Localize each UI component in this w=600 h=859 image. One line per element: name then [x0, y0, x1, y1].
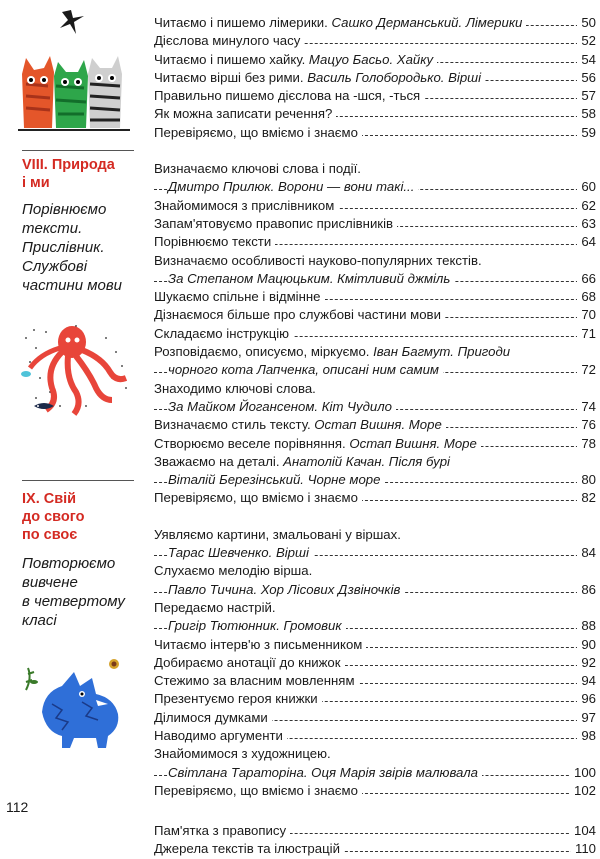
toc-entry-topic: Перевіряємо, що вмiємо і знаємо [154, 124, 358, 140]
toc-entry-topic: Дізнаємося більше про службові частини мови [154, 307, 441, 323]
toc-entry-title [154, 782, 362, 800]
toc-entry-topic: Добираємо анотації до книжок [154, 654, 341, 670]
toc-entry [154, 69, 598, 87]
toc-entry [154, 233, 598, 251]
toc-entry-page: 102 [570, 782, 596, 800]
toc-entry [154, 489, 598, 507]
toc-entry [154, 124, 598, 142]
toc-entry-page: 86 [577, 581, 596, 599]
toc-entry-topic: Стежимо за власним мовленням [154, 673, 355, 689]
section-9-title-line3: по своє [22, 527, 78, 543]
section-8-sub-line: Прислівник. [22, 239, 105, 256]
toc-spacer [154, 142, 598, 160]
toc-entry-topic: Читаємо інтерв'ю з письменником [154, 636, 363, 652]
toc-entry-author-work: Сашко Дерманський. Лімерики [331, 15, 523, 30]
toc-entry-page: 71 [577, 325, 596, 343]
toc-entry-author-work: Остап Вишня. Море [349, 435, 477, 451]
toc-entry-title [154, 709, 272, 727]
toc-entry-topic: Запам'ятовуємо правопис прислівників [154, 215, 394, 231]
toc-entry-title [154, 526, 405, 544]
toc-entry-page: 78 [577, 435, 596, 453]
toc-entry [154, 840, 598, 858]
section-9-title-line1: IX. Свій [22, 491, 77, 507]
toc-entry-topic: Дієслова минулого часу [154, 33, 301, 49]
toc-entry-author-work: Тарас Шевченко. Вірші [168, 545, 309, 561]
section-9-subtitle [22, 554, 125, 630]
toc-entry-page: 100 [570, 764, 596, 782]
toc-entry-page: 104 [570, 822, 596, 840]
toc-entry-title [154, 822, 290, 840]
toc-entry-title [154, 32, 304, 50]
toc-entry-topic: Читаємо вірші без рими. [154, 69, 308, 85]
toc-entry-topic: Визначаємо стиль тексту. [154, 417, 315, 433]
toc-entry-author-work: чорного кота Лапченка, описані ним самим [168, 362, 439, 378]
toc-entry-author-work: Григір Тютюнник. Громовик [168, 618, 342, 634]
section-9-sub-line: в четвертому [22, 593, 125, 610]
toc-entry-topic: Як можна записати речення? [154, 106, 333, 122]
toc-entry-title [168, 581, 404, 599]
toc-entry-author-work: Мацуо Басьо. Хайку [308, 51, 434, 67]
toc-entry-page: 50 [577, 14, 596, 32]
toc-entry-title [154, 124, 362, 142]
toc-entry [154, 822, 598, 840]
toc-entry-topic: Наводимо аргументи [154, 727, 283, 743]
toc-entry-title [154, 416, 446, 434]
toc-entry-author-work: За Степаном Мацюцьким. Кмітливий джміль [168, 270, 451, 286]
toc-entry-author-work: За Майком Йогансеном. Кіт Чудило [168, 398, 392, 414]
toc-entry-title [168, 361, 443, 379]
toc-entry-page: 62 [577, 197, 596, 215]
toc-entry-author-work: Дмитро Прилюк. Ворони — вони такі... [168, 179, 415, 195]
toc-entry-topic: Правильно пишемо дієслова на -шся, -ться [154, 88, 421, 104]
section-8-title [22, 156, 115, 192]
toc-entry-author-work: Анатолій Качан. Після бурі [283, 453, 450, 469]
toc-entry [154, 727, 598, 745]
toc-entry-title [168, 764, 482, 782]
toc-entry-title [168, 178, 418, 196]
toc-entry-page: 88 [577, 617, 596, 635]
toc-entry-topic: Порівнюємо тексти [154, 234, 272, 250]
section-8-sub-line: Порівнюємо [22, 201, 107, 218]
left-column [0, 0, 150, 824]
toc-entry-page: 94 [577, 672, 596, 690]
toc-entry-topic: Перевіряємо, що вміємо і знаємо [154, 782, 358, 798]
toc-entry-topic: Складаємо інструкцію [154, 325, 290, 341]
toc-entry-title [154, 745, 335, 763]
toc-entry-page: 58 [577, 105, 596, 123]
table-of-contents [154, 14, 598, 859]
toc-entry-topic: Знайомимося з художницею. [154, 746, 331, 762]
section-8-sub-line: частини мови [22, 277, 123, 294]
toc-spacer [154, 508, 598, 526]
toc-entry-topic: Пам'ятка з правопису [154, 823, 287, 839]
toc-entry [154, 764, 598, 782]
toc-entry [154, 51, 598, 69]
section-9-sub-line: класі [22, 612, 57, 629]
section-8-title-line2: і ми [22, 175, 50, 191]
section-8-sub-line: тексти. [22, 220, 83, 237]
toc-group-a [154, 14, 598, 142]
toc-entry-title [154, 87, 424, 105]
toc-group-d [154, 822, 598, 859]
section-divider [22, 150, 134, 151]
toc-entry-title [154, 435, 481, 453]
toc-entry-title [154, 489, 362, 507]
toc-entry [154, 398, 598, 416]
toc-entry [154, 197, 598, 215]
toc-entry-page: 76 [577, 416, 596, 434]
toc-entry-topic: Презентуємо героя книжки [154, 691, 318, 707]
toc-entry-topic: Знайомимося з прислівником [154, 197, 335, 213]
toc-entry [154, 343, 598, 361]
toc-entry-title [154, 252, 486, 270]
toc-entry [154, 14, 598, 32]
section-9-sub-line: Повторюємо [22, 555, 116, 572]
toc-entry-title [154, 288, 325, 306]
toc-entry-page: 72 [577, 361, 596, 379]
toc-entry-title [154, 51, 437, 69]
toc-entry-title [154, 727, 287, 745]
toc-entry-title [154, 636, 366, 654]
toc-entry [154, 87, 598, 105]
toc-entry [154, 361, 598, 379]
toc-entry-topic: Шукаємо спільне і відмінне [154, 289, 321, 305]
toc-entry-title [154, 343, 514, 361]
toc-entry-author-work: Павло Тичина. Хор Лісових Дзвіночків [168, 581, 401, 597]
toc-entry [154, 435, 598, 453]
toc-entry-page: 70 [577, 306, 596, 324]
toc-entry-title [168, 544, 313, 562]
page-number: 112 [6, 799, 29, 815]
toc-entry-topic: Визначаємо ключові слова і події. [154, 161, 361, 177]
toc-entry-page: 64 [577, 233, 596, 251]
blue-wolf-illustration [22, 652, 134, 752]
toc-entry [154, 380, 598, 398]
toc-entry-title [154, 233, 275, 251]
toc-entry-topic: Визначаємо особливості науково-популярних текстів. [154, 252, 482, 268]
toc-entry [154, 32, 598, 50]
toc-entry-author-work: Віталій Березінський. Чорне море [168, 472, 381, 488]
toc-entry-page: 110 [571, 840, 596, 858]
toc-entry-title [154, 599, 280, 617]
toc-entry-topic: Перевіряємо, що вміємо і знаємо [154, 490, 358, 506]
toc-entry-page: 54 [577, 51, 596, 69]
three-cats-illustration [18, 44, 130, 136]
toc-entry [154, 709, 598, 727]
toc-entry-topic: Передаємо настрій. [154, 599, 276, 615]
toc-entry [154, 745, 598, 763]
toc-entry-topic: Джерела текстів та ілюстрацій [154, 841, 340, 857]
bird-icon [56, 8, 86, 36]
toc-entry [154, 178, 598, 196]
toc-group-b [154, 160, 598, 508]
toc-entry-title [154, 672, 359, 690]
toc-entry-page: 82 [577, 489, 596, 507]
section-9-title [22, 490, 84, 544]
section-divider [22, 480, 134, 481]
toc-entry [154, 617, 598, 635]
toc-entry-title [168, 270, 454, 288]
section-9-sub-line: вивчене [22, 574, 78, 591]
toc-entry-title [154, 69, 485, 87]
toc-entry [154, 526, 598, 544]
toc-entry [154, 288, 598, 306]
toc-entry [154, 654, 598, 672]
toc-entry-topic: Слухаємо мелодію вірша. [154, 563, 313, 579]
toc-spacer [154, 800, 598, 822]
toc-entry-author-work: Остап Вишня. Море [314, 417, 442, 433]
toc-entry [154, 252, 598, 270]
section-8-sub-line: Службові [22, 258, 88, 275]
toc-entry-page: 60 [577, 178, 596, 196]
toc-entry [154, 105, 598, 123]
toc-entry [154, 599, 598, 617]
toc-entry [154, 690, 598, 708]
toc-entry-topic: Читаємо і пишемо лімерики. [154, 15, 332, 30]
toc-entry [154, 160, 598, 178]
toc-entry [154, 306, 598, 324]
toc-entry [154, 562, 598, 580]
toc-entry-title [154, 562, 316, 580]
toc-entry-title [154, 380, 320, 398]
toc-entry-topic: Створюємо веселе порівняння. [154, 435, 350, 451]
toc-entry-page: 90 [577, 636, 596, 654]
toc-entry [154, 544, 598, 562]
toc-entry-topic: Читаємо і пишемо хайку. [154, 51, 309, 67]
toc-entry-page: 66 [577, 270, 596, 288]
toc-entry-title [154, 197, 338, 215]
toc-entry-title [154, 160, 365, 178]
section-8-title-line1: VIII. Природа [22, 157, 115, 173]
section-9-title-line2: до свого [22, 509, 85, 525]
toc-entry-title [154, 14, 526, 32]
toc-entry-page: 68 [577, 288, 596, 306]
toc-entry [154, 416, 598, 434]
toc-entry-page: 80 [577, 471, 596, 489]
toc-entry [154, 325, 598, 343]
toc-entry-page: 57 [577, 87, 596, 105]
toc-entry-author-work: Василь Голобородько. Вірші [307, 69, 482, 85]
toc-entry-title [154, 325, 293, 343]
toc-entry-title [168, 398, 396, 416]
toc-entry-page: 96 [577, 690, 596, 708]
toc-entry-page: 52 [577, 32, 596, 50]
toc-entry [154, 453, 598, 471]
toc-entry-topic: Ділимося думками [154, 709, 268, 725]
toc-entry-title [168, 617, 346, 635]
toc-entry [154, 672, 598, 690]
toc-entry-title [154, 453, 454, 471]
toc-entry [154, 636, 598, 654]
toc-entry-page: 92 [577, 654, 596, 672]
toc-entry [154, 581, 598, 599]
toc-entry-title [154, 306, 445, 324]
toc-entry-title [154, 840, 344, 858]
toc-entry-title [154, 215, 397, 233]
toc-entry-page: 97 [577, 709, 596, 727]
toc-entry-topic: Знаходимо ключові слова. [154, 380, 316, 396]
toc-entry-page: 59 [577, 124, 596, 142]
toc-entry-topic: Зважаємо на деталі. [154, 453, 284, 469]
toc-entry-topic: Розповідаємо, описуємо, міркуємо. [154, 344, 374, 360]
toc-entry [154, 782, 598, 800]
toc-entry-title [154, 690, 322, 708]
toc-entry-author-work: Світлана Тараторіна. Оця Марія звірів малювала [168, 764, 479, 780]
toc-entry [154, 270, 598, 288]
toc-entry-title [154, 654, 345, 672]
toc-entry-topic: Уявляємо картини, змальовані у віршах. [154, 526, 401, 542]
toc-group-c [154, 526, 598, 800]
toc-entry-page: 74 [577, 398, 596, 416]
toc-entry-author-work: Іван Багмут. Пригоди [373, 344, 511, 360]
toc-entry [154, 471, 598, 489]
section-8-subtitle [22, 200, 122, 295]
toc-entry-page: 56 [577, 69, 596, 87]
toc-entry-title [168, 471, 384, 489]
toc-entry-page: 84 [577, 544, 596, 562]
toc-entry-page: 98 [577, 727, 596, 745]
toc-entry [154, 215, 598, 233]
toc-entry-title [154, 105, 336, 123]
toc-entry-page: 63 [577, 215, 596, 233]
octopus-illustration [16, 318, 136, 418]
